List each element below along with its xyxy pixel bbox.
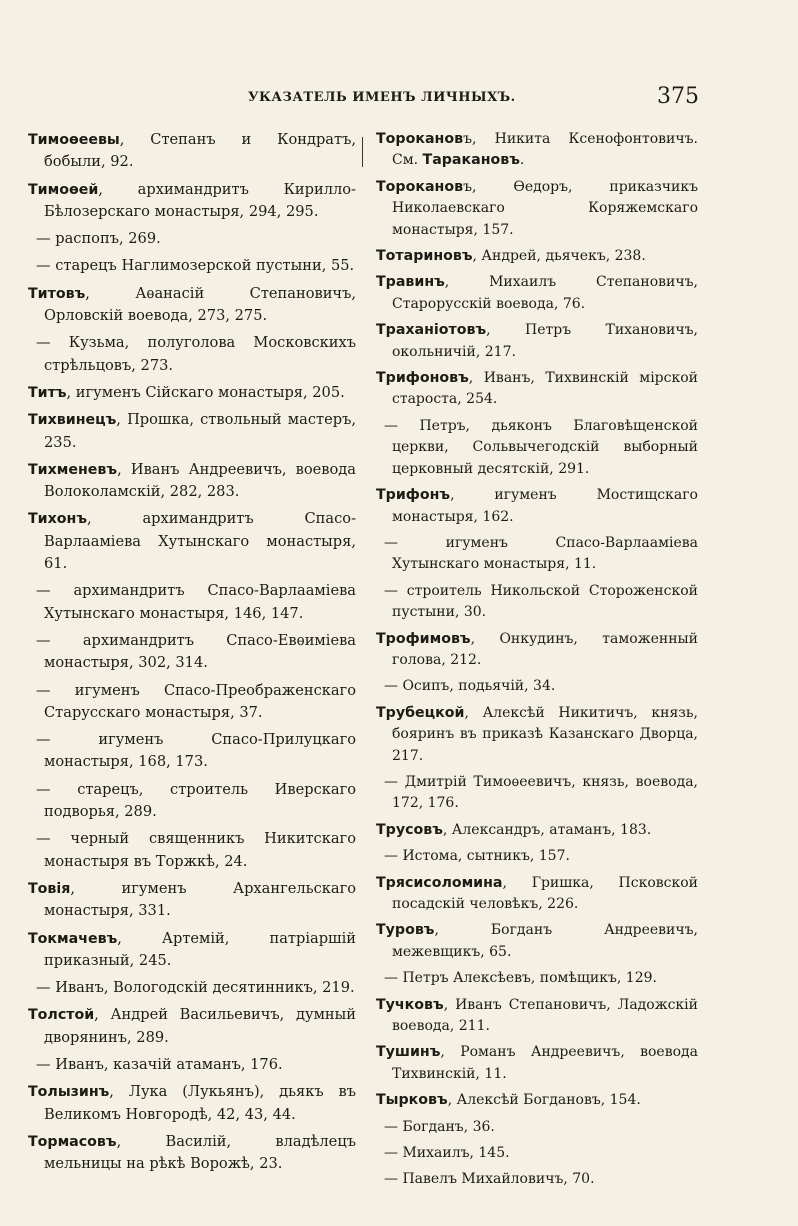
- entry-text: , Гришка, Псковской посадскій человѣкъ, 226.: [392, 874, 698, 912]
- entry-headword: Тороканов: [376, 131, 464, 147]
- index-entry: [28, 179, 356, 224]
- entry-text: , архимандритъ Кирилло-Бѣлозерскаго монастыря, 294, 295.: [44, 180, 356, 220]
- index-subentry: [376, 581, 698, 624]
- entry-headword: Тороканов: [376, 178, 464, 195]
- index-entry: [376, 995, 698, 1038]
- entry-text: — Осипъ, подьячій, 34.: [384, 678, 556, 695]
- entry-text: , Александръ, атаманъ, 183.: [442, 821, 652, 838]
- entry-text: , игуменъ Архангельскаго монастыря, 331.: [44, 879, 356, 920]
- entry-text: — Михаилъ, 145.: [384, 1145, 510, 1162]
- index-subentry: [376, 846, 698, 867]
- index-subentry: [376, 533, 698, 576]
- index-subentry: [28, 580, 356, 625]
- index-subentry: [28, 332, 356, 377]
- index-subentry: [376, 968, 698, 989]
- entry-text: , Иванъ Андреевичъ, воевода Волоколамскій, 282, 283.: [44, 460, 356, 501]
- entry-text: ъ, Никита Ксенофонтовичъ. См.: [392, 131, 698, 169]
- entry-headword: Траханiотовъ: [376, 322, 487, 339]
- entry-headword: Тимоѳеевы: [28, 132, 120, 148]
- index-entry: [28, 1131, 356, 1176]
- entry-text: , Алексѣй Богдановъ, 154.: [447, 1092, 641, 1109]
- index-entry: [376, 320, 698, 363]
- entry-text: , игуменъ Мостищскаго монастыря, 162.: [392, 487, 698, 525]
- entry-text: — Иванъ, казачій атаманъ, 176.: [36, 1055, 283, 1073]
- entry-text: — Богданъ, 36.: [384, 1118, 495, 1135]
- entry-headword: Тушинъ: [376, 1044, 441, 1061]
- entry-text: — архимандритъ Спасо-Варлаамiева Хутынскаго монастыря, 146, 147.: [36, 582, 356, 622]
- index-entry: [376, 272, 698, 315]
- index-entry: [376, 368, 698, 411]
- entry-headword: Трифоновъ: [376, 370, 469, 387]
- index-entry: [376, 246, 698, 267]
- entry-headword: Титовъ: [28, 285, 86, 302]
- entry-text: , Прошка, ствольный мастеръ, 235.: [44, 411, 356, 451]
- entry-headword: Тотариновъ: [376, 248, 473, 265]
- index-entry: [376, 920, 698, 963]
- entry-text: , Иванъ, Тихвинскій мірской староста, 254.: [392, 370, 698, 408]
- entry-text: — Петръ Алексѣевъ, помѣщикъ, 129.: [384, 970, 657, 987]
- entry-text: , Петръ Тихановичъ, окольничій, 217.: [392, 322, 698, 360]
- entry-headword: Тормасовъ: [28, 1133, 117, 1150]
- entry-text: , Артемій, патріаршій приказный, 245.: [44, 929, 356, 969]
- index-entry: [28, 283, 356, 328]
- entry-headword: Толызинъ: [28, 1084, 110, 1101]
- entry-text: , Иванъ Степановичъ, Ладожскій воевода, 211.: [392, 996, 698, 1035]
- index-subentry: [28, 680, 356, 725]
- entry-text: , Онкудинъ, таможенный голова, 212.: [392, 630, 698, 668]
- index-subentry: [28, 977, 356, 999]
- entry-headword: Товія: [28, 880, 71, 897]
- entry-headword: Тучковъ: [376, 996, 444, 1013]
- page-number: 375: [657, 84, 699, 109]
- left-column: [28, 129, 356, 1180]
- index-entry: [28, 382, 356, 404]
- entry-headword: Тихвинецъ: [28, 412, 117, 429]
- entry-headword: Токмачевъ: [28, 930, 118, 947]
- entry-text: , Степанъ и Кондратъ, бобыли, 92.: [44, 131, 356, 171]
- entry-text: — архимандритъ Спасо-Евѳимiева монастыря, 302, 314.: [36, 631, 356, 672]
- entry-text: , Михаилъ Степановичъ, Старорусскій воевода, 76.: [392, 274, 698, 312]
- index-entry: [376, 485, 698, 528]
- index-subentry: [376, 1143, 698, 1164]
- index-subentry: [376, 416, 698, 480]
- index-entry: [28, 1004, 356, 1049]
- index-subentry: [28, 779, 356, 824]
- index-entry: [376, 1090, 698, 1111]
- entry-text: , Богданъ Андреевичъ, межевщикъ, 65.: [392, 922, 698, 960]
- index-subentry: [28, 228, 356, 250]
- entry-text: — Кузьма, полуголова Московскихъ стрѣльцовъ, 273.: [36, 334, 356, 374]
- entry-headword: Травинъ: [376, 274, 445, 291]
- entry-text: — старецъ Наглимозерской пустыни, 55.: [36, 257, 355, 275]
- index-subentry: [28, 630, 356, 675]
- entry-headword: Тырковъ: [376, 1092, 448, 1109]
- entry-text: — строитель Никольской Стороженской пустыни, 30.: [384, 582, 698, 621]
- entry-headword: Тихонъ: [28, 511, 87, 528]
- index-entry: [28, 1081, 356, 1126]
- column-divider: [362, 137, 363, 167]
- entry-headword: Трофимовъ: [376, 630, 471, 647]
- entry-text: , Романъ Андреевичъ, воевода Тихвинскій, 11.: [392, 1044, 698, 1082]
- index-subentry: [28, 255, 356, 277]
- entry-text: — старецъ, строитель Иверскаго подворья, 289.: [36, 780, 356, 821]
- index-entry: [376, 1042, 698, 1085]
- entry-text: , архимандритъ Спасо-Варлаамiева Хутынскаго монастыря, 61.: [44, 510, 356, 573]
- entry-headword: Титъ: [28, 384, 67, 401]
- index-entry: [376, 629, 698, 672]
- index-entry: [28, 878, 356, 923]
- entry-text: , игуменъ Сійскаго монастыря, 205.: [66, 383, 345, 401]
- entry-text: — черный священникъ Никитскаго монастыря въ Торжкѣ, 24.: [36, 830, 356, 870]
- index-subentry: [376, 676, 698, 697]
- index-subentry: [28, 1054, 356, 1076]
- entry-text: , Лука (Лукьянъ), дьякъ въ Великомъ Новгородѣ, 42, 43, 44.: [44, 1083, 356, 1123]
- entry-headword: Толстой: [28, 1007, 95, 1024]
- entry-text: — Иванъ, Вологодскій десятинникъ, 219.: [36, 979, 355, 997]
- entry-text: , Алексѣй Никитичъ, князь, бояринъ въ приказѣ Казанскаго Дворца, 217.: [392, 704, 698, 764]
- right-column: [376, 129, 698, 1196]
- entry-text: ъ, Ѳедоръ, приказчикъ Николаевскаго Коряжемскаго монастыря, 157.: [392, 178, 698, 238]
- entry-text: — игуменъ Спасо-Преображенскаго Старусскаго монастыря, 37.: [36, 681, 356, 721]
- entry-headword: Трубецкой: [376, 704, 465, 721]
- index-entry: [28, 928, 356, 973]
- entry-text: , Андрей, дьячекъ, 238.: [472, 248, 646, 265]
- page-header: [0, 86, 798, 116]
- running-title: УКАЗАТЕЛЬ ИМЕНЪ ЛИЧНЫХЪ.: [248, 90, 516, 105]
- entry-headword: Тимоѳей: [28, 181, 99, 198]
- entry-text: — Дмитрій Тимоѳеевичъ, князь, воевода, 172, 176.: [384, 773, 698, 812]
- cross-reference: Таракановъ: [422, 152, 520, 169]
- entry-text: — распопъ, 269.: [36, 230, 161, 248]
- index-subentry: [28, 729, 356, 774]
- entry-headword: Трифонъ: [376, 487, 451, 504]
- index-entry: [376, 177, 698, 241]
- entry-headword: Туровъ: [376, 922, 435, 939]
- entry-text: , Андрей Васильевичъ, думный дворянинъ, 289.: [44, 1006, 356, 1046]
- entry-text: — Петръ, дьяконъ Благовѣщенской церкви, Сольвычегодскій выборный церковный десятскій, 291.: [384, 417, 698, 477]
- index-subentry: [376, 1169, 698, 1190]
- index-entry: [28, 508, 356, 575]
- entry-headword: Тихменевъ: [28, 461, 118, 478]
- index-entry: [376, 820, 698, 841]
- entry-text: , Аѳанасій Степановичъ, Орловскій воевода, 273, 275.: [44, 284, 356, 325]
- index-subentry: [376, 1117, 698, 1138]
- index-entry: [28, 409, 356, 454]
- index-entry: [28, 459, 356, 504]
- index-subentry: [28, 828, 356, 873]
- index-entry: [376, 873, 698, 916]
- index-entry: [28, 129, 356, 174]
- entry-text: — Истома, сытникъ, 157.: [384, 848, 570, 865]
- entry-headword: Трясисоломина: [376, 874, 503, 891]
- entry-text: — игуменъ Спасо-Прилуцкаго монастыря, 168, 173.: [36, 731, 356, 771]
- index-subentry: [376, 772, 698, 815]
- index-entry: [376, 129, 698, 172]
- entry-text: — игуменъ Спасо-Варлаамiева Хутынскаго монастыря, 11.: [384, 534, 698, 573]
- entry-text: — Павелъ Михайловичъ, 70.: [384, 1171, 595, 1188]
- entry-text: , Василій, владѣлецъ мельницы на рѣкѣ Ворожѣ, 23.: [44, 1132, 356, 1173]
- entry-headword: Трусовъ: [376, 821, 443, 838]
- entry-text-tail: .: [519, 152, 525, 169]
- index-entry: [376, 703, 698, 767]
